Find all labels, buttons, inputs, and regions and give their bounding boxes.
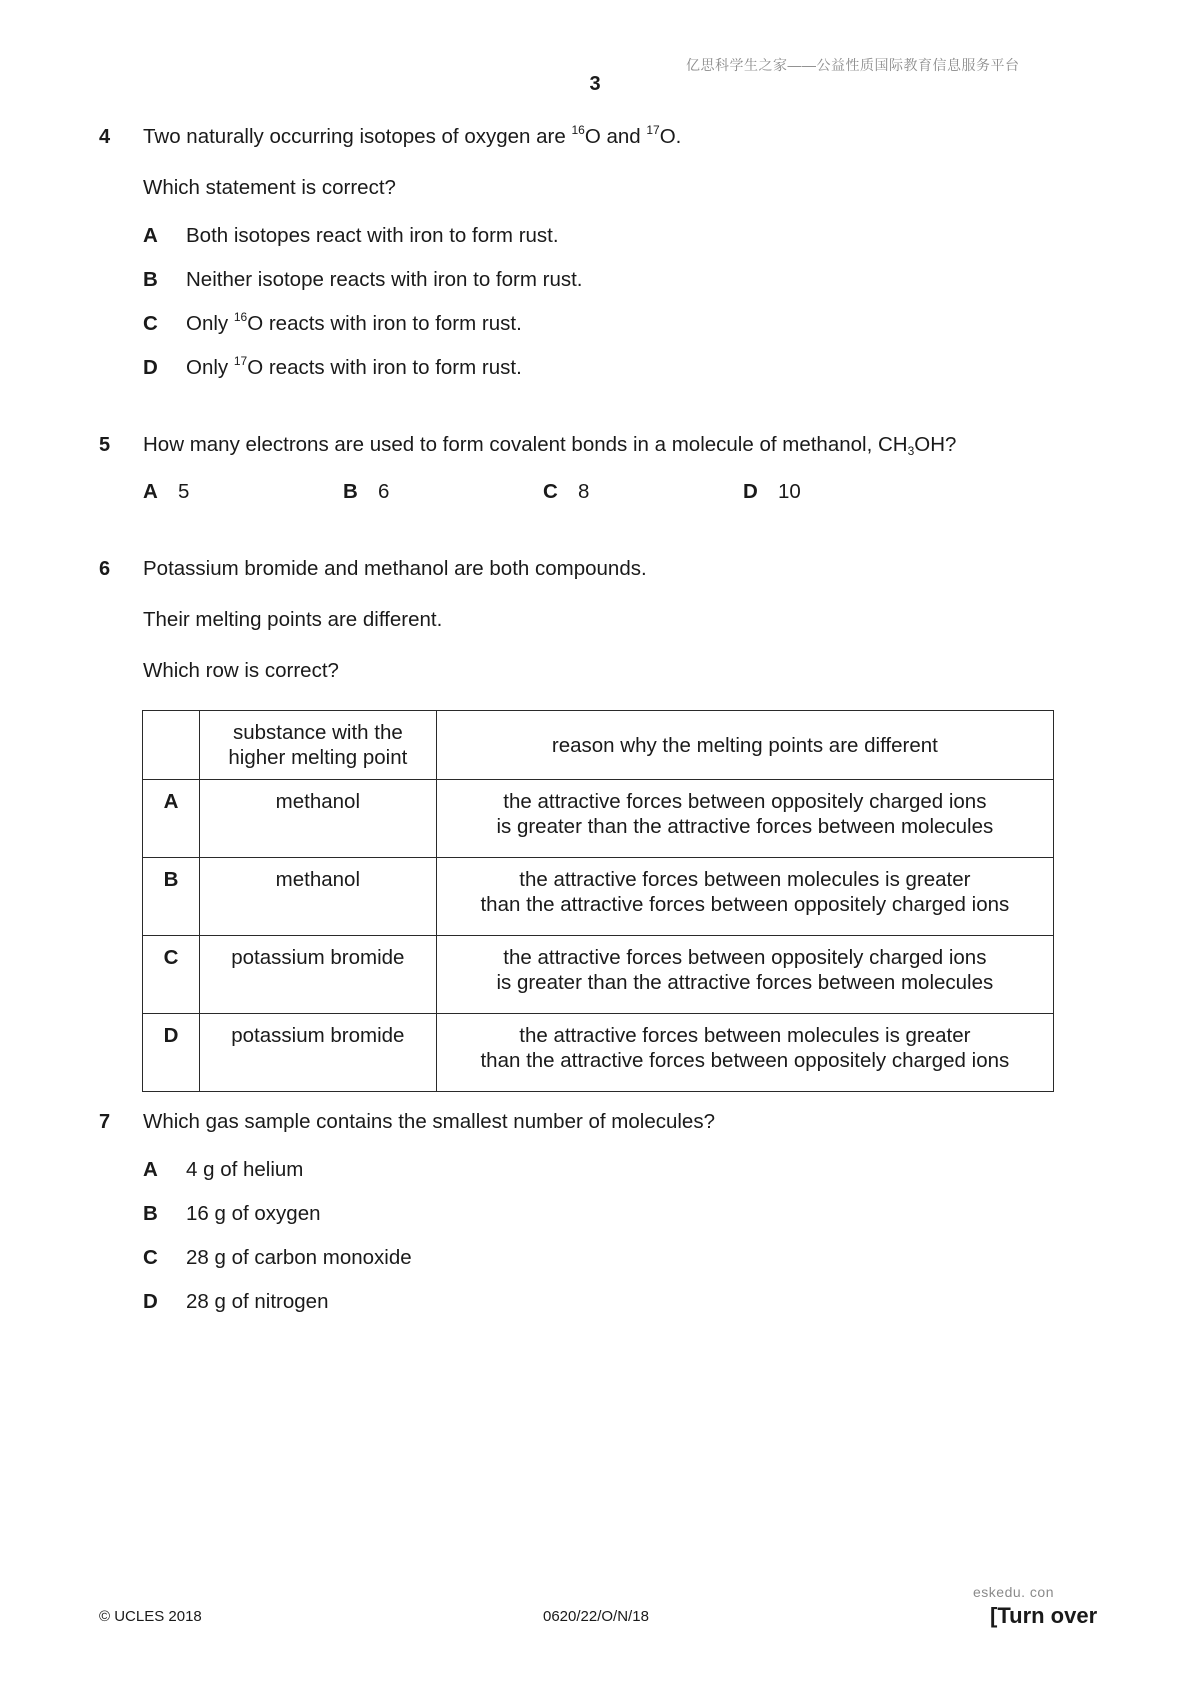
q7-option-d-text: 28 g of nitrogen	[186, 1290, 329, 1313]
question-4-prompt: Which statement is correct?	[143, 176, 396, 199]
table-row-reason: the attractive forces between oppositely charged ions is greater than the attractive forces between molecules	[436, 780, 1053, 858]
q5-option-b-letter: B	[343, 480, 358, 503]
question-6-table	[142, 710, 1054, 1092]
question-7-prompt: Which gas sample contains the smallest number of molecules?	[143, 1110, 715, 1133]
q4-option-c-letter: C	[143, 312, 158, 335]
q4-option-a-letter: A	[143, 224, 158, 247]
footer-watermark: eskedu. con	[973, 1584, 1054, 1600]
q5-option-d	[743, 480, 943, 504]
table-row-letter: A	[143, 780, 200, 858]
q4-option-c-text: Only $^{16}$O reacts with iron to form rust.	[186, 310, 522, 335]
table-row-letter: D	[143, 1014, 200, 1092]
q4-option-a-text: Both isotopes react with iron to form rust.	[186, 224, 559, 247]
footer-paper-code: 0620/22/O/N/18	[543, 1608, 649, 1625]
question-6-line2: Their melting points are different.	[143, 608, 443, 631]
table-row-letter: B	[143, 858, 200, 936]
question-6-number: 6	[99, 558, 111, 580]
table-row-reason: the attractive forces between molecules is greater than the attractive forces between oppositely charged ions	[436, 1014, 1053, 1092]
question-5-stem: How many electrons are used to form covalent bonds in a molecule of methanol, $CH_3OH$?	[143, 433, 957, 458]
header-watermark: 亿思科学生之家——公益性质国际教育信息服务平台	[686, 57, 1020, 73]
q7-option-c-letter: C	[143, 1246, 158, 1269]
q5-option-c-value: 8	[578, 480, 590, 503]
table-row	[143, 780, 1054, 858]
table-header-row	[143, 711, 1054, 780]
question-5-number: 5	[99, 434, 111, 456]
q7-option-d-letter: D	[143, 1290, 158, 1313]
q5-option-b-value: 6	[378, 480, 390, 503]
table-row-reason: the attractive forces between oppositely charged ions is greater than the attractive forces between molecules	[436, 936, 1053, 1014]
q4-option-d-text: Only $^{17}$O reacts with iron to form rust.	[186, 354, 522, 379]
table-row-letter: C	[143, 936, 200, 1014]
footer-copyright: © UCLES 2018	[99, 1608, 202, 1625]
table-header-blank	[143, 711, 200, 780]
page-number: 3	[589, 73, 601, 95]
question-5-options	[143, 480, 943, 504]
q5-option-c-letter: C	[543, 480, 558, 503]
q7-option-b-letter: B	[143, 1202, 158, 1225]
table-row	[143, 858, 1054, 936]
q5-option-d-letter: D	[743, 480, 758, 503]
q7-option-a-text: 4 g of helium	[186, 1158, 304, 1181]
question-4-number: 4	[99, 126, 111, 148]
question-7-number: 7	[99, 1111, 111, 1133]
table-row	[143, 936, 1054, 1014]
table-row-substance: methanol	[199, 780, 436, 858]
q5-option-b	[343, 480, 543, 504]
q7-option-c-text: 28 g of carbon monoxide	[186, 1246, 412, 1269]
question-6-prompt: Which row is correct?	[143, 659, 339, 682]
q4-option-d-letter: D	[143, 356, 158, 379]
q7-option-b-text: 16 g of oxygen	[186, 1202, 321, 1225]
q5-option-d-value: 10	[778, 480, 801, 503]
q5-option-a-letter: A	[143, 480, 158, 503]
table-header-substance: substance with the higher melting point	[199, 711, 436, 780]
q4-option-b-text: Neither isotope reacts with iron to form rust.	[186, 268, 583, 291]
table-row-substance: potassium bromide	[199, 936, 436, 1014]
table-row-reason: the attractive forces between molecules is greater than the attractive forces between oppositely charged ions	[436, 858, 1053, 936]
q5-option-a	[143, 480, 343, 504]
q5-option-a-value: 5	[178, 480, 190, 503]
q5-option-c	[543, 480, 743, 504]
q7-option-a-letter: A	[143, 1158, 158, 1181]
table-header-reason: reason why the melting points are different	[436, 711, 1053, 780]
question-4-stem: Two naturally occurring isotopes of oxygen are $^{16}$O and $^{17}$O.	[143, 123, 682, 148]
q4-option-b-letter: B	[143, 268, 158, 291]
table-row-substance: methanol	[199, 858, 436, 936]
turn-over-label: [Turn over	[990, 1603, 1098, 1628]
table-row-substance: potassium bromide	[199, 1014, 436, 1092]
question-6-line1: Potassium bromide and methanol are both compounds.	[143, 557, 647, 580]
table-row	[143, 1014, 1054, 1092]
